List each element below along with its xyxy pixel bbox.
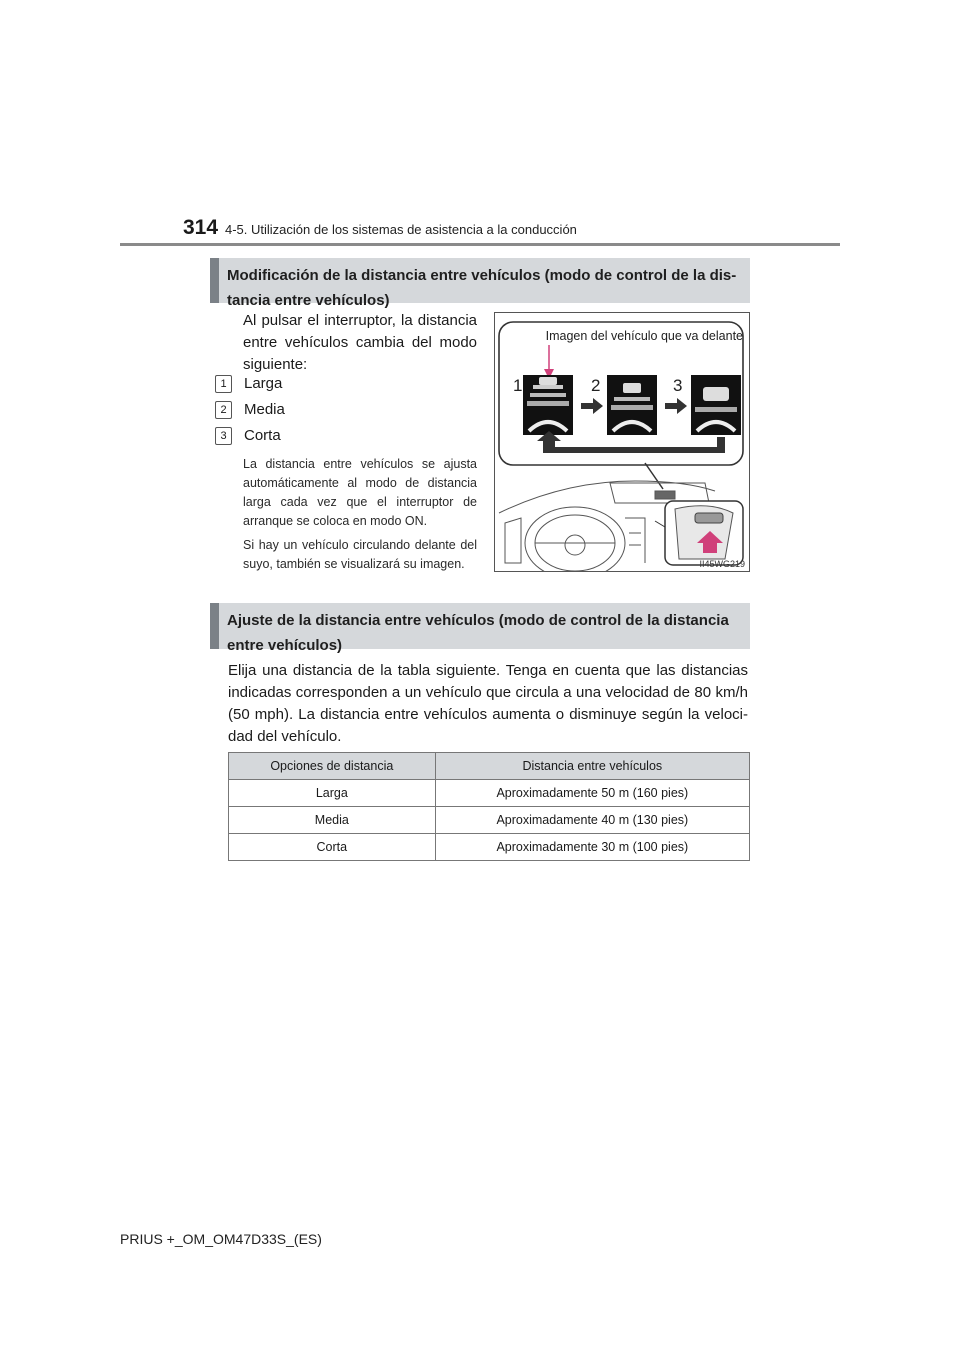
option-media	[215, 401, 285, 421]
section-heading-adjustment: Ajuste de la distancia entre vehículos (modo de control de la distancia entre vehículos)	[210, 603, 750, 649]
display-medium-distance	[607, 375, 657, 435]
adjustment-paragraph: Elija una distancia de la tabla siguiente. Tenga en cuenta que las distancias indicadas corresponden a un vehículo que circula a una velocidad de 80 km/h (50 mph). La distancia entre vehículos aumenta o disminuye según la veloci-dad del vehículo.	[228, 662, 748, 745]
figure-illustration	[495, 313, 749, 571]
option-corta	[215, 427, 281, 447]
figure-num-1: 1	[513, 376, 523, 395]
table-cell: Aproximadamente 40 m (130 pies)	[435, 807, 749, 834]
intro-paragraph: Al pulsar el interruptor, la distancia entre vehículos cambia del modo siguiente:	[243, 312, 477, 373]
table-header-cell: Distancia entre vehículos	[435, 753, 749, 780]
table-header-cell: Opciones de distancia	[229, 753, 436, 780]
table-row	[229, 780, 750, 807]
option-number: 1	[215, 375, 232, 393]
display-long-distance	[523, 375, 573, 435]
footer-doc-id: PRIUS +_OM_OM47D33S_(ES)	[120, 1231, 322, 1247]
table-header-row	[229, 753, 750, 780]
note-auto-reset: La distancia entre vehículos se ajusta automáticamente al modo de distancia larga cada vez que el interruptor de arranque se coloca en modo ON.	[243, 457, 477, 528]
option-larga	[215, 375, 282, 395]
header-rule	[120, 243, 840, 246]
chapter-title: 4-5. Utilización de los sistemas de asistencia a la conducción	[225, 222, 577, 237]
table-cell: Aproximadamente 50 m (160 pies)	[435, 780, 749, 807]
distance-figure	[494, 312, 750, 572]
figure-code: II45WG219	[699, 559, 745, 569]
table-cell: Media	[229, 807, 436, 834]
table-cell: Aproximadamente 30 m (100 pies)	[435, 834, 749, 861]
table-cell: Larga	[229, 780, 436, 807]
switch-inset	[655, 501, 743, 565]
figure-callout-text: Imagen del vehículo que va delante	[545, 329, 743, 343]
option-label: Corta	[244, 427, 281, 444]
table-row	[229, 807, 750, 834]
table-cell: Corta	[229, 834, 436, 861]
option-label: Larga	[244, 375, 283, 392]
figure-num-2: 2	[591, 376, 601, 395]
note-vehicle-ahead: Si hay un vehículo circulando delante del suyo, también se visualizará su imagen.	[243, 538, 477, 571]
page-number: 314	[183, 216, 219, 239]
section-heading-modification: Modificación de la distancia entre vehículos (modo de control de la dis-tancia entre vehículos)	[210, 258, 750, 303]
figure-num-3: 3	[673, 376, 683, 395]
option-number: 2	[215, 401, 232, 419]
option-number: 3	[215, 427, 232, 445]
display-short-distance	[691, 375, 741, 435]
table-row	[229, 834, 750, 861]
option-label: Media	[244, 401, 285, 418]
distance-table	[228, 752, 750, 861]
